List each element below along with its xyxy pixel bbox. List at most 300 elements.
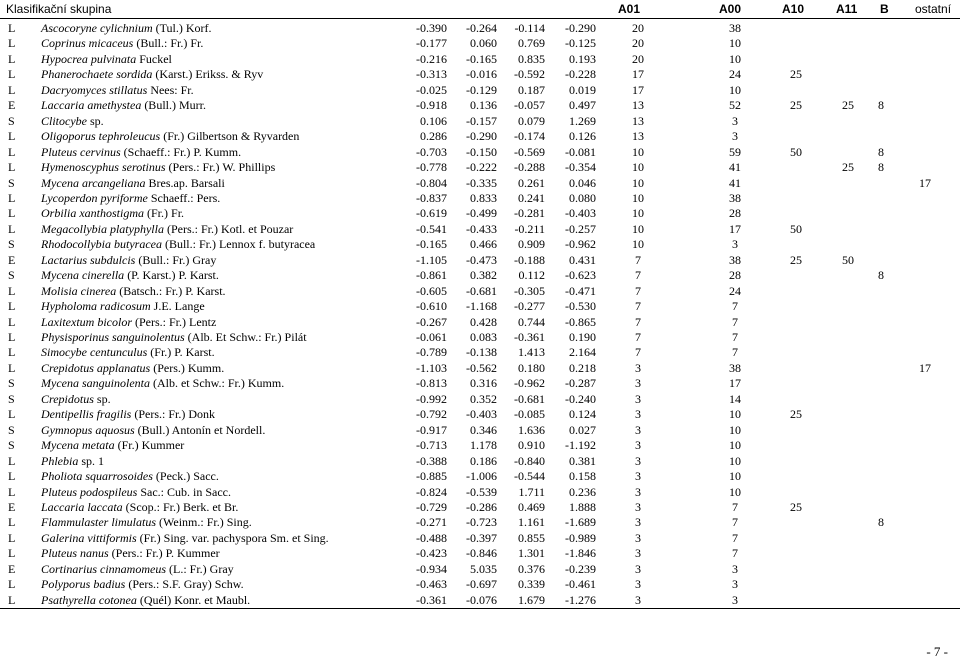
cell-v2: -1.168 [466,299,497,314]
header-a10: A10 [782,2,805,16]
taxon-name: Gymnopus aquosus [41,422,135,437]
cell-v3: -0.305 [514,283,545,298]
cell-a00: 41 [729,160,741,175]
cell-v4: 0.027 [569,422,596,437]
cell-v2: -0.846 [466,546,497,561]
cell-v4: 0.124 [569,407,596,422]
group-code: L [8,283,16,298]
taxon-authority: Nees: Fr. [147,82,194,97]
bottom-divider [0,608,960,609]
taxon-authority: (Pers.: Fr.) W. Phillips [165,160,276,175]
cell-a00: 10 [729,438,741,453]
cell-v2: 0.352 [470,391,497,406]
cell-v3: 1.161 [518,515,545,530]
group-code: L [8,345,16,360]
taxon-name: Hypholoma radicosum [41,299,151,314]
group-code: S [8,237,15,252]
taxon-authority: (Schaeff.: Fr.) P. Kumm. [120,144,242,159]
cell-v2: 0.186 [470,453,497,468]
cell-a10: 25 [790,252,802,267]
cell-v4: 0.381 [569,453,596,468]
cell-a00: 17 [729,376,741,391]
taxon-authority: (Pers.: Fr.) Kotl. et Pouzar [163,221,294,236]
cell-v4: -1.846 [565,546,596,561]
cell-a10: 25 [790,407,802,422]
cell-o: 17 [919,360,931,375]
group-code: L [8,67,16,82]
cell-a01: 10 [632,237,644,252]
cell-v3: -0.361 [514,330,545,344]
taxon-name: Lycoperdon pyriforme [41,190,148,205]
cell-a00: 7 [732,330,738,344]
cell-v2: 0.833 [470,190,497,205]
cell-v1: -0.804 [416,175,447,190]
cell-a00: 7 [732,546,738,561]
cell-a00: 10 [729,453,741,468]
cell-v3: -0.277 [514,299,545,314]
cell-v4: -0.240 [565,391,596,406]
cell-v2: 0.382 [470,268,497,283]
cell-v2: 0.136 [470,98,497,113]
cell-v1: -0.463 [416,577,447,592]
cell-a00: 10 [729,407,741,422]
cell-a00: 3 [732,113,738,128]
cell-v3: 0.469 [518,499,545,514]
cell-a00: 24 [729,67,741,82]
cell-v2: 0.346 [470,422,497,437]
cell-a00: 3 [732,561,738,576]
taxon-name: Laccaria amethystea [41,98,142,113]
taxon-authority: (Pers.: Fr.) Donk [131,407,216,422]
cell-v1: -0.165 [416,237,447,252]
group-code: L [8,314,16,329]
cell-v1: -0.619 [416,206,447,221]
cell-v4: 0.190 [569,330,596,344]
taxon-authority: (Tul.) Korf. [152,21,212,35]
taxon-authority: Fuckel [136,51,172,66]
header-a11: A11 [836,2,858,16]
cell-b: 8 [878,98,884,113]
cell-b: 8 [878,268,884,283]
taxon-authority: (Weinm.: Fr.) Sing. [156,515,252,530]
cell-a01: 3 [635,484,641,499]
cell-a00: 10 [729,484,741,499]
cell-a00: 7 [732,499,738,514]
taxon-name: Crepidotus [41,391,94,406]
cell-v2: -0.286 [466,499,497,514]
taxon-authority: (Fr.) P. Karst. [147,345,215,360]
cell-v2: -0.433 [466,221,497,236]
taxon-name: Hypocrea pulvinata [41,51,137,66]
taxon-name: Ascocoryne cylichnium [41,21,153,35]
cell-v2: -0.290 [466,129,497,144]
taxon-name: Simocybe centunculus [41,345,148,360]
cell-b: 8 [878,160,884,175]
cell-a00: 3 [732,577,738,592]
group-code: L [8,129,16,144]
cell-v4: -0.962 [565,237,596,252]
group-code: L [8,160,16,175]
taxon-name: Pluteus nanus [41,546,109,561]
cell-v4: 1.269 [569,113,596,128]
cell-v3: -0.288 [514,160,545,175]
cell-v2: -0.222 [466,160,497,175]
group-code: L [8,206,16,221]
cell-v3: 0.261 [518,175,545,190]
cell-v1: 0.286 [420,129,447,144]
cell-a00: 7 [732,314,738,329]
cell-v1: -0.789 [416,345,447,360]
taxon-name: Orbilia xanthostigma [41,206,145,221]
group-code: S [8,175,15,190]
taxon-authority: (Bull.) Murr. [141,98,206,113]
cell-v3: 0.855 [518,530,545,545]
taxon-name: Mycena sanguinolenta [41,376,150,391]
taxon-name: Coprinus micaceus [41,36,134,51]
cell-v2: -0.138 [466,345,497,360]
cell-v4: -0.081 [565,144,596,159]
cell-a01: 7 [635,283,641,298]
group-code: L [8,51,16,66]
cell-v4: -0.623 [565,268,596,283]
cell-a01: 3 [635,499,641,514]
taxon-authority: sp. [86,113,104,128]
cell-v4: 0.193 [569,51,596,66]
taxon-authority: (Batsch.: Fr.) P. Karst. [116,283,226,298]
taxon-name: Psathyrella cotonea [41,592,137,607]
cell-a00: 7 [732,515,738,530]
group-code: L [8,299,16,314]
cell-v2: -0.499 [466,206,497,221]
cell-v4: -0.989 [565,530,596,545]
cell-v4: -0.228 [565,67,596,82]
cell-a01: 20 [632,36,644,51]
cell-a10: 25 [790,98,802,113]
cell-v4: -0.354 [565,160,596,175]
cell-v4: -1.689 [565,515,596,530]
cell-v3: -0.569 [514,144,545,159]
cell-a01: 13 [632,113,644,128]
cell-a00: 24 [729,283,741,298]
taxon-name: Phanerochaete sordida [41,67,153,82]
table-row [0,591,960,609]
cell-v1: -0.388 [416,453,447,468]
cell-v2: -0.129 [466,82,497,97]
cell-v2: 5.035 [470,561,497,576]
cell-a00: 7 [732,345,738,360]
cell-a00: 59 [729,144,741,159]
cell-v1: -0.918 [416,98,447,113]
group-code: L [8,530,16,545]
cell-a00: 10 [729,82,741,97]
cell-a11: 25 [842,160,854,175]
cell-v1: -0.423 [416,546,447,561]
cell-a00: 52 [729,98,741,113]
group-code: L [8,21,16,35]
cell-a01: 7 [635,268,641,283]
cell-v3: -0.544 [514,469,545,484]
cell-a00: 41 [729,175,741,190]
cell-v2: -0.335 [466,175,497,190]
cell-a11: 25 [842,98,854,113]
taxon-name: Crepidotus applanatus [41,360,151,375]
cell-v3: 0.187 [518,82,545,97]
header-group: Klasifikační skupina [6,2,112,16]
taxon-authority: (Quél) Konr. et Maubl. [136,592,251,607]
taxon-name: Hymenoscyphus serotinus [41,160,166,175]
cell-b: 8 [878,515,884,530]
cell-v2: -0.539 [466,484,497,499]
cell-v4: 0.431 [569,252,596,267]
cell-a01: 7 [635,345,641,360]
cell-v1: -0.216 [416,51,447,66]
cell-v4: -0.403 [565,206,596,221]
cell-a00: 3 [732,592,738,607]
cell-v2: -0.150 [466,144,497,159]
taxon-authority: (Karst.) Erikss. & Ryv [152,67,264,82]
cell-v3: -0.281 [514,206,545,221]
taxon-name: Molisia cinerea [41,283,117,298]
cell-v3: 0.835 [518,51,545,66]
cell-v3: 0.180 [518,360,545,375]
taxon-name: Mycena metata [41,438,115,453]
cell-a00: 38 [729,252,741,267]
cell-a10: 50 [790,221,802,236]
group-code: S [8,376,15,391]
group-code: S [8,268,15,283]
taxon-name: Lactarius subdulcis [41,252,136,267]
cell-v2: -0.157 [466,113,497,128]
cell-v1: -0.025 [416,82,447,97]
taxon-name: Pholiota squarrosoides [41,469,153,484]
cell-a00: 3 [732,129,738,144]
taxon-name: Pluteus podospileus [41,484,138,499]
taxon-authority: Schaeff.: Pers. [147,190,221,205]
cell-v1: -1.105 [416,252,447,267]
taxon-authority: (Pers.: S.F. Gray) Schw. [125,577,244,592]
cell-a01: 20 [632,51,644,66]
cell-v4: -0.530 [565,299,596,314]
cell-a01: 3 [635,422,641,437]
cell-v4: -0.257 [565,221,596,236]
taxon-name: Mycena arcangeliana [41,175,146,190]
cell-v1: 0.106 [420,113,447,128]
cell-v3: -0.840 [514,453,545,468]
cell-a01: 20 [632,21,644,35]
cell-v3: -0.085 [514,407,545,422]
cell-a01: 3 [635,577,641,592]
group-code: E [8,252,16,267]
taxon-authority: (Pers.) Kumm. [150,360,225,375]
taxon-name: Cortinarius cinnamomeus [41,561,167,576]
cell-a01: 10 [632,160,644,175]
cell-v1: -0.713 [416,438,447,453]
cell-v3: 0.769 [518,36,545,51]
header-b: B [880,2,889,16]
cell-v3: 0.339 [518,577,545,592]
taxon-authority: (Alb. Et Schw.: Fr.) Pilát [184,330,307,344]
cell-v1: -0.934 [416,561,447,576]
cell-v3: -0.114 [514,21,545,35]
cell-v1: -0.813 [416,376,447,391]
cell-v2: -0.264 [466,21,497,35]
cell-v1: -0.061 [416,330,447,344]
cell-a00: 28 [729,268,741,283]
cell-v4: -1.192 [565,438,596,453]
taxon-name: Physisporinus sanguinolentus [41,330,185,344]
taxon-name: Dentipellis fragilis [41,407,132,422]
cell-a01: 3 [635,407,641,422]
cell-v4: -0.239 [565,561,596,576]
cell-v4: 0.218 [569,360,596,375]
taxon-authority: (Fr.) Fr. [144,206,185,221]
group-code: E [8,98,16,113]
cell-v1: -0.885 [416,469,447,484]
cell-a01: 7 [635,314,641,329]
cell-a01: 17 [632,82,644,97]
cell-a00: 10 [729,36,741,51]
cell-v1: -0.992 [416,391,447,406]
cell-a00: 7 [732,530,738,545]
cell-a01: 3 [635,561,641,576]
cell-b: 8 [878,144,884,159]
cell-v3: -0.681 [514,391,545,406]
group-code: L [8,190,16,205]
group-code: L [8,592,16,607]
cell-v2: 0.316 [470,376,497,391]
taxon-name: Galerina vittiformis [41,530,137,545]
group-code: L [8,515,16,530]
cell-v2: -0.697 [466,577,497,592]
cell-v3: 1.711 [518,484,545,499]
cell-v1: -0.917 [416,422,447,437]
taxon-name: Mycena cinerella [41,268,125,283]
group-code: S [8,422,15,437]
cell-v1: -0.778 [416,160,447,175]
taxon-authority: (Fr.) Sing. var. pachyspora Sm. et Sing. [136,530,329,545]
cell-v1: -0.792 [416,407,447,422]
cell-v2: 0.083 [470,330,497,344]
cell-v4: 0.126 [569,129,596,144]
taxon-name: Phlebia [41,453,79,468]
cell-v3: -0.592 [514,67,545,82]
cell-v4: -0.125 [565,36,596,51]
cell-v2: -0.723 [466,515,497,530]
cell-v3: 0.744 [518,314,545,329]
cell-v4: 0.046 [569,175,596,190]
cell-a01: 7 [635,252,641,267]
taxon-authority: (P. Karst.) P. Karst. [124,268,219,283]
cell-v2: 0.060 [470,36,497,51]
group-code: L [8,360,16,375]
cell-a10: 50 [790,144,802,159]
cell-v2: -0.562 [466,360,497,375]
cell-v1: -0.729 [416,499,447,514]
cell-a01: 3 [635,592,641,607]
taxon-name: Laccaria laccata [41,499,123,514]
cell-a01: 7 [635,330,641,344]
cell-v1: -1.103 [416,360,447,375]
cell-a11: 50 [842,252,854,267]
page-number: - 7 - [926,644,948,659]
header-a00: A00 [719,2,742,16]
taxon-authority: (Pers.: Fr.) Lentz [131,314,217,329]
taxon-authority: (L.: Fr.) Gray [166,561,234,576]
group-code: L [8,36,16,51]
cell-v4: 0.497 [569,98,596,113]
taxon-authority: Bres.ap. Barsali [145,175,225,190]
cell-a01: 10 [632,144,644,159]
cell-v1: -0.271 [416,515,447,530]
taxon-authority: Sac.: Cub. in Sacc. [137,484,231,499]
cell-v3: 0.376 [518,561,545,576]
cell-v3: 0.079 [518,113,545,128]
taxon-authority: (Peck.) Sacc. [152,469,219,484]
cell-v3: -0.962 [514,376,545,391]
taxon-name: Pluteus cervinus [41,144,121,159]
taxon-authority: (Fr.) Gilbertson & Ryvarden [160,129,300,144]
group-code: L [8,407,16,422]
cell-v4: 0.158 [569,469,596,484]
cell-a00: 10 [729,51,741,66]
cell-v2: -0.403 [466,407,497,422]
group-code: E [8,561,16,576]
cell-v2: -0.397 [466,530,497,545]
header-ostatni: ostatní [915,2,952,16]
cell-a01: 3 [635,515,641,530]
cell-v3: 1.636 [518,422,545,437]
taxon-name: Dacryomyces stillatus [41,82,148,97]
cell-a00: 7 [732,299,738,314]
cell-a00: 38 [729,360,741,375]
cell-v1: -0.824 [416,484,447,499]
cell-a00: 10 [729,422,741,437]
cell-v1: -0.837 [416,190,447,205]
cell-v4: -0.865 [565,314,596,329]
group-code: L [8,144,16,159]
taxon-authority: sp. [93,391,111,406]
cell-v3: 1.301 [518,546,545,561]
cell-a01: 3 [635,546,641,561]
cell-v2: 0.428 [470,314,497,329]
cell-a01: 10 [632,221,644,236]
taxon-authority: (Bull.: Fr.) Gray [135,252,217,267]
group-code: L [8,221,16,236]
cell-v1: -0.861 [416,268,447,283]
cell-v4: -0.290 [565,21,596,35]
group-code: E [8,499,16,514]
cell-a00: 14 [729,391,741,406]
cell-v2: -0.681 [466,283,497,298]
taxon-name: Polyporus badius [41,577,126,592]
group-code: L [8,546,16,561]
cell-v1: -0.177 [416,36,447,51]
taxon-authority: (Fr.) Kummer [114,438,185,453]
cell-v1: -0.605 [416,283,447,298]
cell-a00: 38 [729,21,741,35]
group-code: L [8,577,16,592]
cell-v1: -0.313 [416,67,447,82]
group-code: S [8,391,15,406]
header-a01: A01 [618,2,641,16]
cell-v3: 1.679 [518,592,545,607]
cell-v2: -0.076 [466,592,497,607]
cell-v1: -0.488 [416,530,447,545]
cell-v1: -0.390 [416,21,447,35]
taxon-name: Rhodocollybia butyracea [41,237,162,252]
cell-v3: 1.413 [518,345,545,360]
cell-v4: 1.888 [569,499,596,514]
